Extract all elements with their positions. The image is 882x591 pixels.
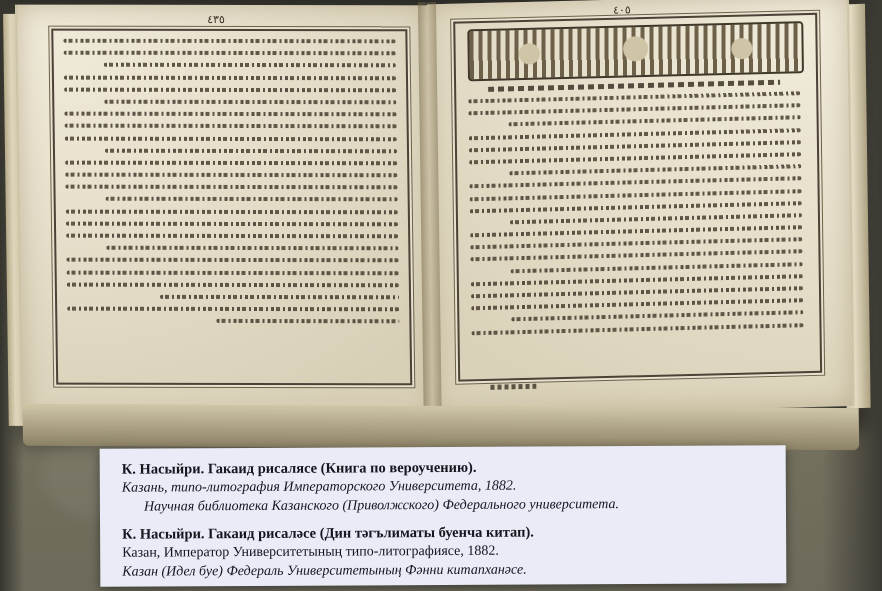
label-imprint-tatar: Казан, Император Университетының типо-литографиясе, 1882. [122, 543, 499, 561]
text-line [509, 164, 801, 175]
text-line [160, 295, 399, 299]
label-holding-library-russian: Научная библиотека Казанского (Приволжского) Федерального университета. [143, 496, 620, 515]
text-line [468, 103, 800, 115]
label-holding-library-tatar: Казан (Идел буе) Федераль Университетының Фәнни китапханәсе. [122, 562, 527, 580]
text-line [65, 136, 397, 141]
text-line [67, 270, 399, 275]
text-line [469, 140, 801, 152]
text-line [217, 319, 400, 323]
label-title-russian: К. Насыйри. Гакаид рисаляcе (Книга по вероучению). [121, 459, 477, 478]
catchword-right-page [490, 384, 536, 390]
label-imprint-russian: Казань, типо-литография Императорского Университета, 1882. [121, 478, 517, 496]
text-line [471, 298, 803, 310]
open-book [3, 0, 869, 448]
text-line [510, 262, 802, 273]
text-line [67, 307, 399, 312]
text-line [66, 209, 398, 214]
book-page-left [15, 5, 435, 424]
text-line [106, 246, 398, 251]
text-line [63, 39, 395, 44]
text-line [471, 286, 803, 298]
text-line [471, 250, 803, 262]
text-line [66, 258, 398, 263]
folio-number-right: ٤٠٥ [612, 4, 631, 17]
text-line [64, 87, 396, 92]
text-line [64, 51, 396, 56]
text-line [64, 75, 396, 80]
text-line [65, 161, 397, 166]
text-line [470, 201, 802, 213]
folio-number-left: ٤٣٥ [207, 13, 225, 26]
book-page-right [427, 0, 855, 416]
text-line [65, 185, 397, 190]
text-line [65, 173, 397, 178]
ornamental-headpiece [467, 21, 804, 81]
book-lower-edge [22, 404, 859, 450]
text-line [470, 225, 802, 237]
text-line [472, 323, 804, 335]
text-line [67, 282, 399, 287]
text-line [66, 221, 398, 226]
text-line [510, 213, 802, 224]
text-line [66, 234, 398, 239]
text-line [469, 128, 801, 140]
text-line [471, 274, 803, 286]
text-line [469, 152, 801, 164]
text-line [469, 177, 801, 189]
text-line [511, 311, 803, 322]
text-line [105, 197, 397, 202]
text-line [470, 237, 802, 249]
text-line [470, 189, 802, 201]
text-block-right [468, 91, 803, 351]
exhibit-label-card [100, 445, 787, 587]
text-block-left [63, 39, 400, 376]
text-line [104, 63, 396, 68]
text-frame-left [51, 29, 412, 386]
text-line [105, 148, 397, 153]
text-line [508, 116, 800, 127]
text-line [104, 100, 396, 105]
label-title-tatar: К. Насыйри. Гакаид рисаләсе (Дин тәгълиматы буенча китап). [122, 524, 534, 543]
text-line [65, 124, 397, 129]
text-line [64, 112, 396, 117]
